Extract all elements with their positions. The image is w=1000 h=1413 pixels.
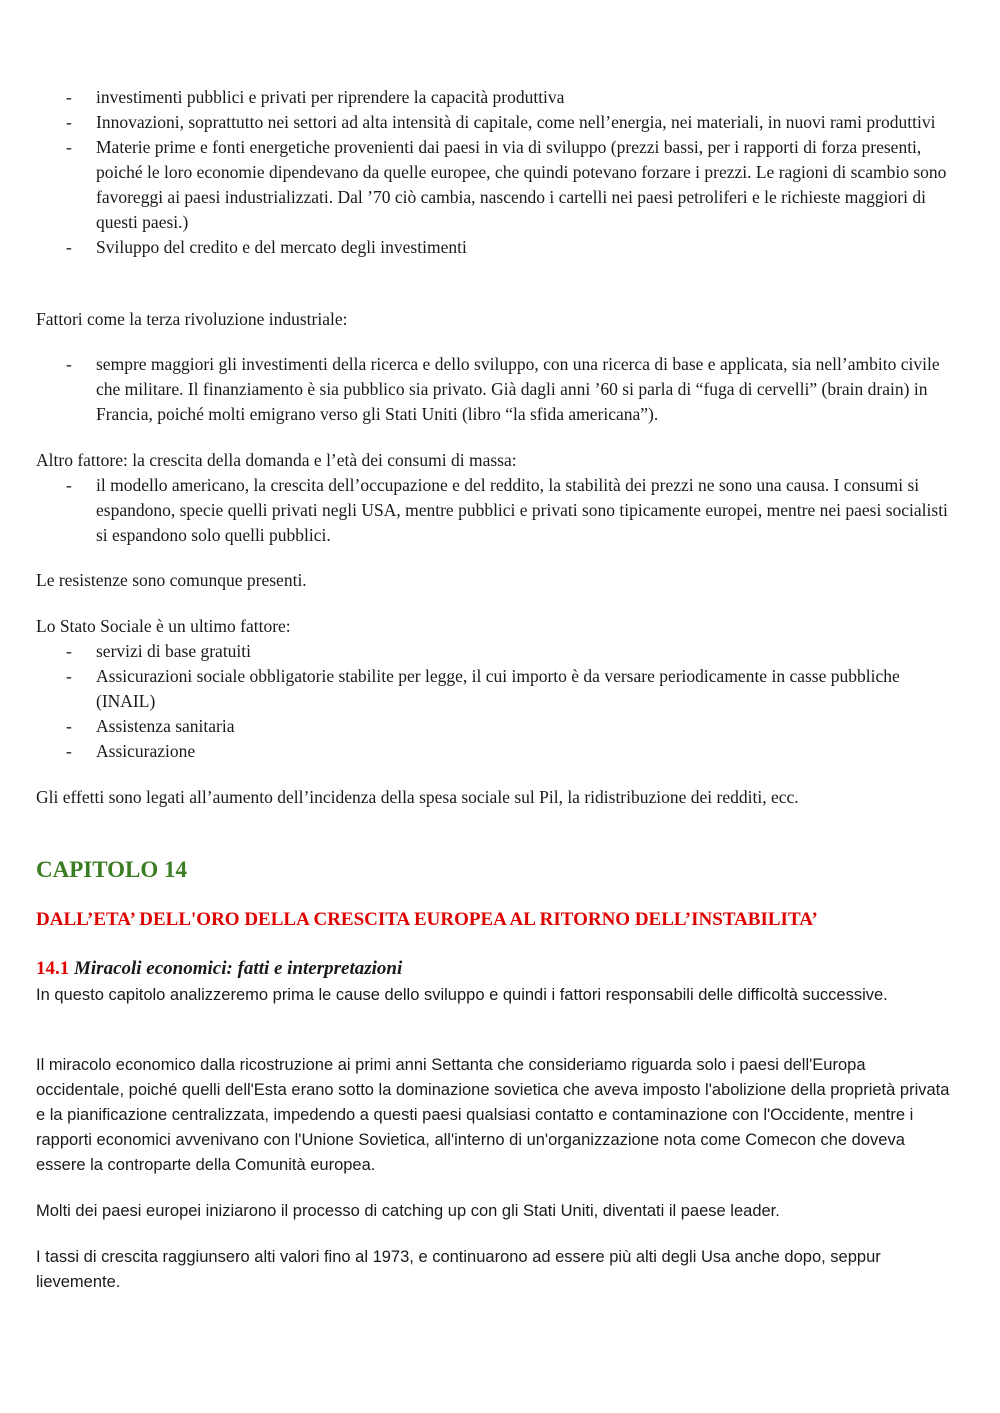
- stato-intro: Lo Stato Sociale è un ultimo fattore:: [36, 616, 291, 636]
- fattori-intro: Fattori come la terza rivoluzione industriale:: [36, 309, 348, 329]
- list-item: - Materie prime e fonti energetiche provenienti dai paesi in via di sviluppo (prezzi bassi, per i rapporti di forza presenti, poiché le loro economie dipendevano da quelle europee, che quindi potevano forzare i prezzi. Le ragioni di scambio sono favoreggi ai paesi industrializzati. Dal ’70 ciò cambia, nascendo i cartelli nei paesi petroliferi e le richieste maggiori di questi paesi.): [36, 135, 956, 235]
- list-resources: [36, 85, 956, 260]
- resistenze-text: Le resistenze sono comunque presenti.: [36, 570, 307, 590]
- altro-intro: Altro fattore: la crescita della domanda e l’età dei consumi di massa:: [36, 450, 517, 470]
- paragraph: In questo capitolo analizzeremo prima le cause dello sviluppo e quindi i fattori responsabili delle difficoltà successive.: [36, 986, 888, 1004]
- section-title: Miracoli economici: fatti e interpretazioni: [74, 958, 403, 979]
- paragraph: I tassi di crescita raggiunsero alti valori fino al 1973, e continuarono ad essere più alti degli Usa anche dopo, seppur lievemente.: [36, 1248, 881, 1291]
- list-demand: [36, 473, 956, 548]
- list-welfare: [36, 639, 956, 764]
- list-item: - Sviluppo del credito e del mercato degli investimenti: [36, 235, 956, 260]
- effetti-text: Gli effetti sono legati all’aumento dell’incidenza della spesa sociale sul Pil, la ridistribuzione dei redditi, ecc.: [36, 787, 799, 807]
- section-heading: [36, 956, 402, 982]
- list-item: - Assistenza sanitaria: [36, 714, 956, 739]
- section-number: 14.1: [36, 958, 70, 979]
- list-research: [36, 352, 956, 427]
- chapter-subtitle: DALL’ETA’ DELL'ORO DELLA CRESCITA EUROPEA AL RITORNO DELL’INSTABILITA’: [36, 909, 818, 930]
- list-item: - il modello americano, la crescita dell’occupazione e del reddito, la stabilità dei prezzi ne sono una causa. I consumi si espandono, specie quelli privati negli USA, mentre pubblici e privati sono tipicamente europei, mentre nei paesi socialisti si espandono solo quelli pubblici.: [36, 473, 956, 548]
- paragraph: Il miracolo economico dalla ricostruzione ai primi anni Settanta che consideriamo riguarda solo i paesi dell'Europa occidentale, poiché quelli dell'Esta erano sotto la dominazione sovietica che aveva imposto l'abolizione della proprietà privata e la pianificazione centralizzata, impedendo a questi paesi qualsiasi contatto e contaminazione con l'Occidente, mentre i rapporti economici avvenivano con l'Unione Sovietica, all'interno di un'organizzazione nota come Comecon che doveva essere la controparte della Comunità europea.: [36, 1056, 950, 1174]
- paragraph: Molti dei paesi europei iniziarono il processo di catching up con gli Stati Uniti, diventati il paese leader.: [36, 1202, 780, 1220]
- chapter-heading: CAPITOLO 14: [36, 857, 188, 882]
- list-item: - investimenti pubblici e privati per riprendere la capacità produttiva: [36, 85, 956, 110]
- list-item: - Innovazioni, soprattutto nei settori ad alta intensità di capitale, come nell’energia, nei materiali, in nuovi rami produttivi: [36, 110, 956, 135]
- list-item: - Assicurazioni sociale obbligatorie stabilite per legge, il cui importo è da versare periodicamente in casse pubbliche (INAIL): [36, 664, 956, 714]
- list-item: - servizi di base gratuiti: [36, 639, 956, 664]
- list-item: - sempre maggiori gli investimenti della ricerca e dello sviluppo, con una ricerca di base e applicata, sia nell’ambito civile che militare. Il finanziamento è sia pubblico sia privato. Già dagli anni ’60 si parla di “fuga di cervelli” (brain drain) in Francia, poiché molti emigrano verso gli Stati Uniti (libro “la sfida americana”).: [36, 352, 956, 427]
- list-item: - Assicurazione: [36, 739, 956, 764]
